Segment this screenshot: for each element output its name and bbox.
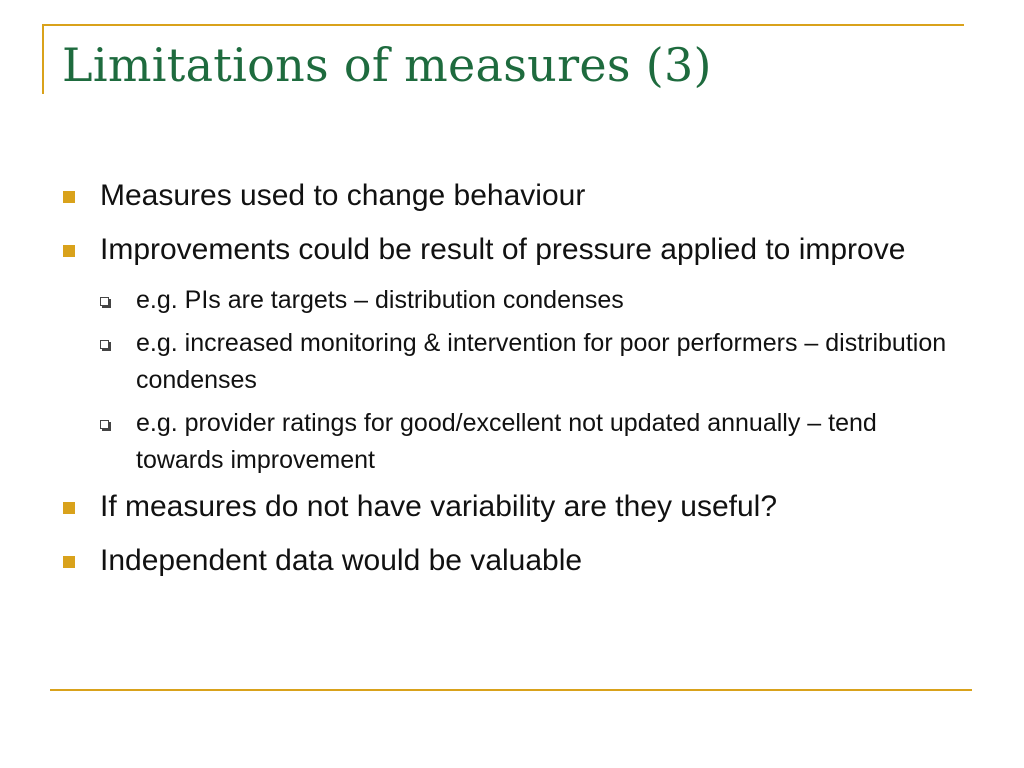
square-bullet-icon <box>63 556 75 568</box>
square-bullet-icon <box>63 502 75 514</box>
square-bullet-icon <box>63 191 75 203</box>
sub-bullet-item <box>100 282 962 319</box>
sub-bullet-text: e.g. provider ratings for good/excellent not updated annually – tend towards improvement <box>136 409 877 474</box>
sub-bullet-text: e.g. PIs are targets – distribution condenses <box>136 286 624 314</box>
hollow-square-bullet-icon <box>100 340 109 349</box>
sub-bullet-text: e.g. increased monitoring & intervention for poor performers – distribution condenses <box>136 329 947 394</box>
hollow-square-bullet-icon <box>100 420 109 429</box>
bullet-item <box>62 228 962 272</box>
sub-bullet-item <box>100 405 962 479</box>
bullet-text: If measures do not have variability are they useful? <box>100 490 778 523</box>
slide-title: Limitations of measures (3) <box>62 38 712 92</box>
top-rule <box>42 24 964 26</box>
bullet-item <box>62 174 962 218</box>
square-bullet-icon <box>63 245 75 257</box>
bullet-text: Measures used to change behaviour <box>100 179 586 212</box>
sub-bullet-list <box>62 282 962 479</box>
bullet-text: Improvements could be result of pressure applied to improve <box>100 233 906 266</box>
bottom-rule <box>50 689 972 691</box>
bullet-list <box>62 174 962 593</box>
bullet-text: Independent data would be valuable <box>100 544 583 577</box>
left-rule <box>42 24 44 94</box>
bullet-item <box>62 485 962 529</box>
hollow-square-bullet-icon <box>100 297 109 306</box>
bullet-item <box>62 539 962 583</box>
sub-bullet-item <box>100 325 962 399</box>
